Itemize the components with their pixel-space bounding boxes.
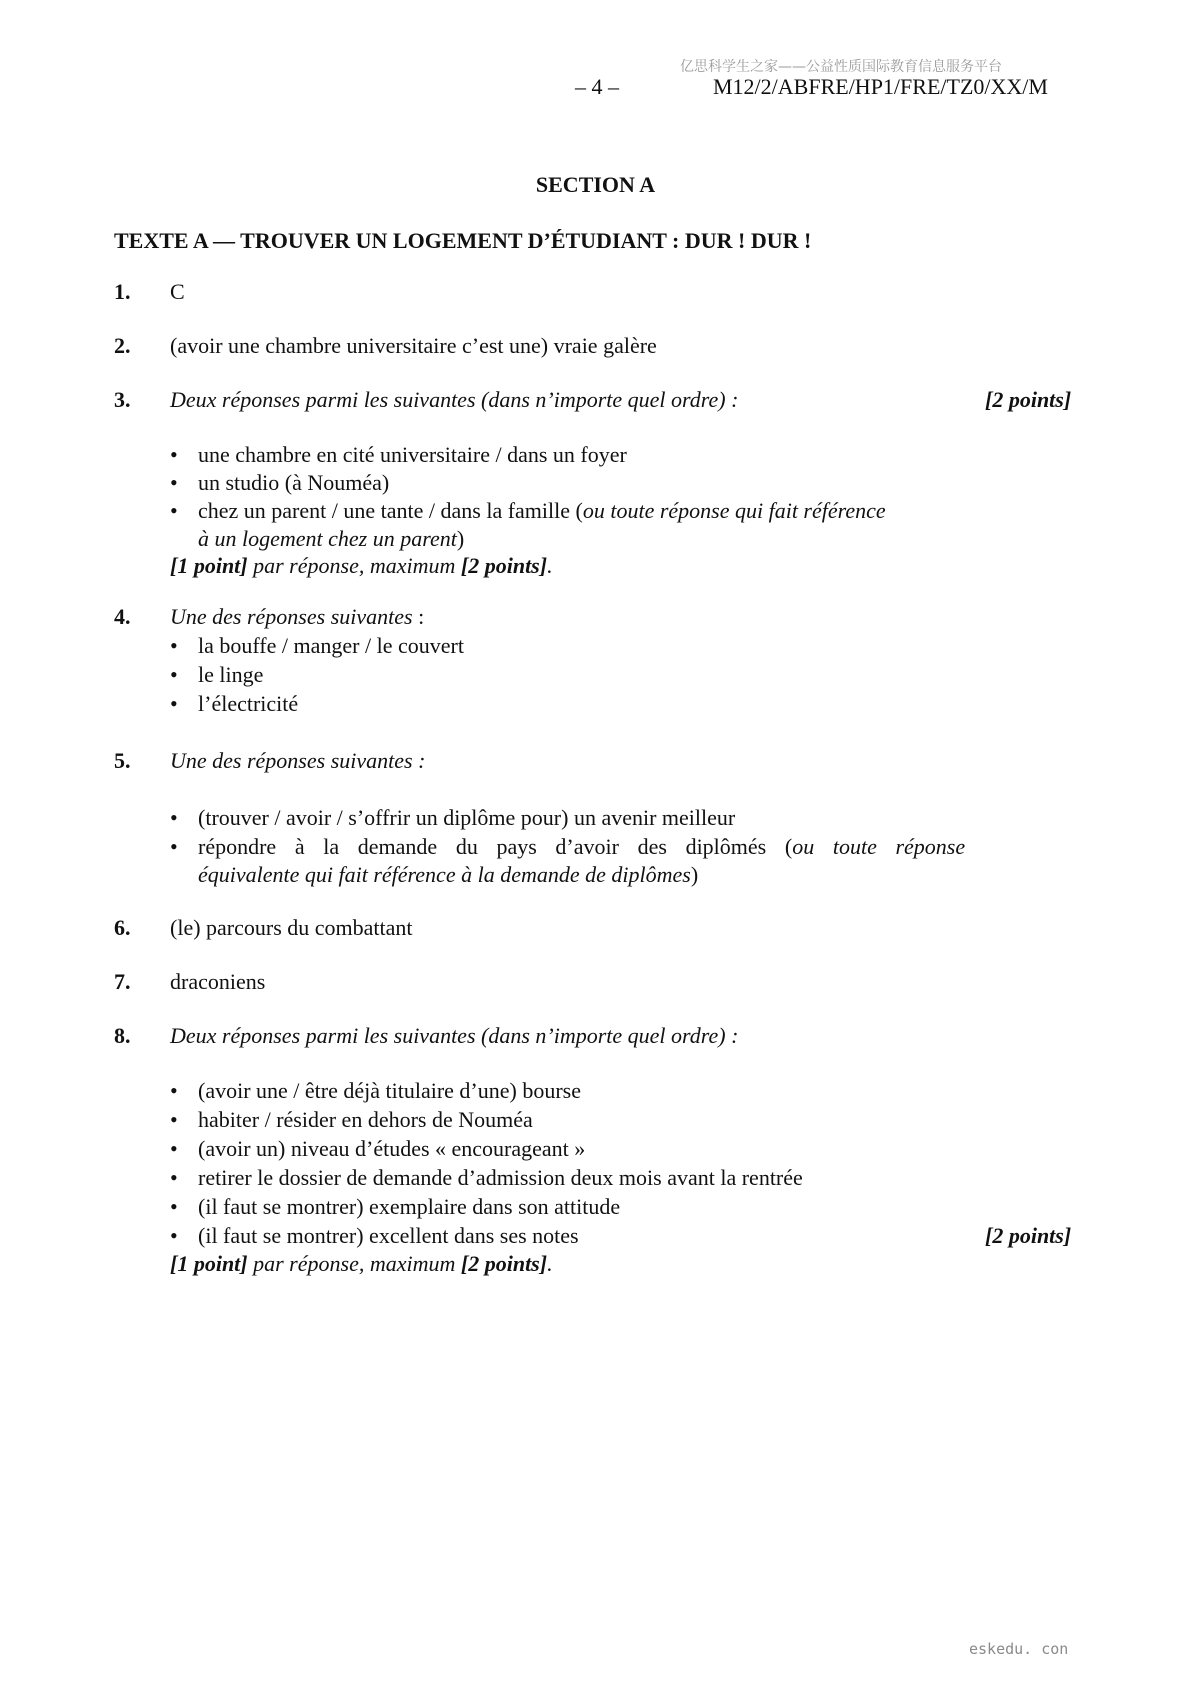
bullet-icon: • — [170, 1078, 178, 1103]
points-8: [2 points] — [985, 1223, 1072, 1248]
question-number-7: 7. — [114, 969, 131, 994]
answer-7: draconiens — [170, 969, 266, 994]
document-page: 亿思科学生之家——公益性质国际教育信息服务平台 – 4 – M12/2/ABFRE/HP1/FRE/TZ0/XX/M SECTION A TEXTE A — TROUVER UN LOGEMENT D’ÉTUDIANT : DUR ! DUR ! 1. C 2. (avoir une chambre universitaire c’est une) vraie galère 3. Deux réponses parmi les suivantes (dans n’importe quel ordre) : [2 points] • une chambre en cité universitaire / dans un foyer • un studio (à Nouméa) • chez un parent / une tante / dans la famille (ou toute réponse qui fait référence à un logement chez un parent) [1 point] par réponse, maximum [2 points]. 4. Une des réponses suivantes : • la bouffe / manger / le couvert • le linge • l’électricité 5. Une des réponses suivantes : • (trouver / avoir / s’offrir un diplôme pour) un avenir meilleur • répondre à la demande du pays d’avoir des diplômés (ou toute réponse équivalente qui fait référence à la demande de diplômes) 6. (le) parcours du combattant 7. draconiens 8. Deux réponses parmi les suivantes (dans n’importe quel ordre) : • (avoir une / être déjà titulaire d’une) bourse • habiter / résider en dehors de Nouméa • (avoir un) niveau d’études « encourageant » • retirer le dossier de demande d’admission deux mois avant la rentrée • (il faut se montrer) exemplaire dans son attitude • (il faut se montrer) excellent dans ses notes [2 points] [1 point] par réponse, maximum [2 points]. eskedu. con — [0, 0, 1191, 1685]
question-number-6: 6. — [114, 915, 131, 940]
question-number-1: 1. — [114, 279, 131, 304]
question-number-4: 4. — [114, 604, 131, 629]
bullet-icon: • — [170, 662, 178, 687]
points-3: [2 points] — [985, 387, 1072, 412]
instruction-8: Deux réponses parmi les suivantes (dans n’importe quel ordre) : — [170, 1023, 739, 1048]
list-item-continuation: équivalente qui fait référence à la demande de diplômes) — [198, 862, 699, 887]
footer-watermark: eskedu. con — [969, 1640, 1069, 1658]
question-number-2: 2. — [114, 333, 131, 358]
section-title: SECTION A — [535, 172, 656, 197]
instruction-3: Deux réponses parmi les suivantes (dans n’importe quel ordre) : — [170, 387, 739, 412]
instruction-5: Une des réponses suivantes : — [170, 748, 426, 773]
text-title: TEXTE A — TROUVER UN LOGEMENT D’ÉTUDIANT : DUR ! DUR ! — [114, 228, 812, 253]
question-number-5: 5. — [114, 748, 131, 773]
bullet-icon: • — [170, 1107, 178, 1132]
bullet-icon: • — [170, 805, 178, 830]
answer-6: (le) parcours du combattant — [170, 915, 413, 940]
list-item-continuation: à un logement chez un parent) — [198, 526, 465, 551]
list-item-text: répondre à la demande du pays d’avoir des diplômés (ou toute réponse — [198, 834, 966, 859]
bullet-icon: • — [170, 834, 178, 859]
bullet-icon: • — [170, 691, 178, 716]
bullet-icon: • — [170, 470, 178, 495]
bullet-icon: • — [170, 1136, 178, 1161]
scoring-note-8: [1 point] par réponse, maximum [2 points]. — [170, 1251, 553, 1276]
bullet-icon: • — [170, 1223, 178, 1248]
question-number-8: 8. — [114, 1023, 131, 1048]
scoring-note-3: [1 point] par réponse, maximum [2 points]. — [170, 553, 553, 578]
answer-1: C — [170, 279, 185, 304]
instruction-4: Une des réponses suivantes : — [170, 604, 425, 629]
page-number: – 4 – — [575, 74, 619, 99]
bullet-icon: • — [170, 442, 178, 467]
bullet-icon: • — [170, 1165, 178, 1190]
document-code: M12/2/ABFRE/HP1/FRE/TZ0/XX/M — [713, 74, 1048, 99]
bullet-icon: • — [170, 1194, 178, 1219]
header-watermark: 亿思科学生之家——公益性质国际教育信息服务平台 — [680, 59, 1002, 75]
question-number-3: 3. — [114, 387, 131, 412]
answer-2: (avoir une chambre universitaire c’est une) vraie galère — [170, 333, 657, 358]
bullet-icon: • — [170, 498, 178, 523]
bullet-icon: • — [170, 633, 178, 658]
